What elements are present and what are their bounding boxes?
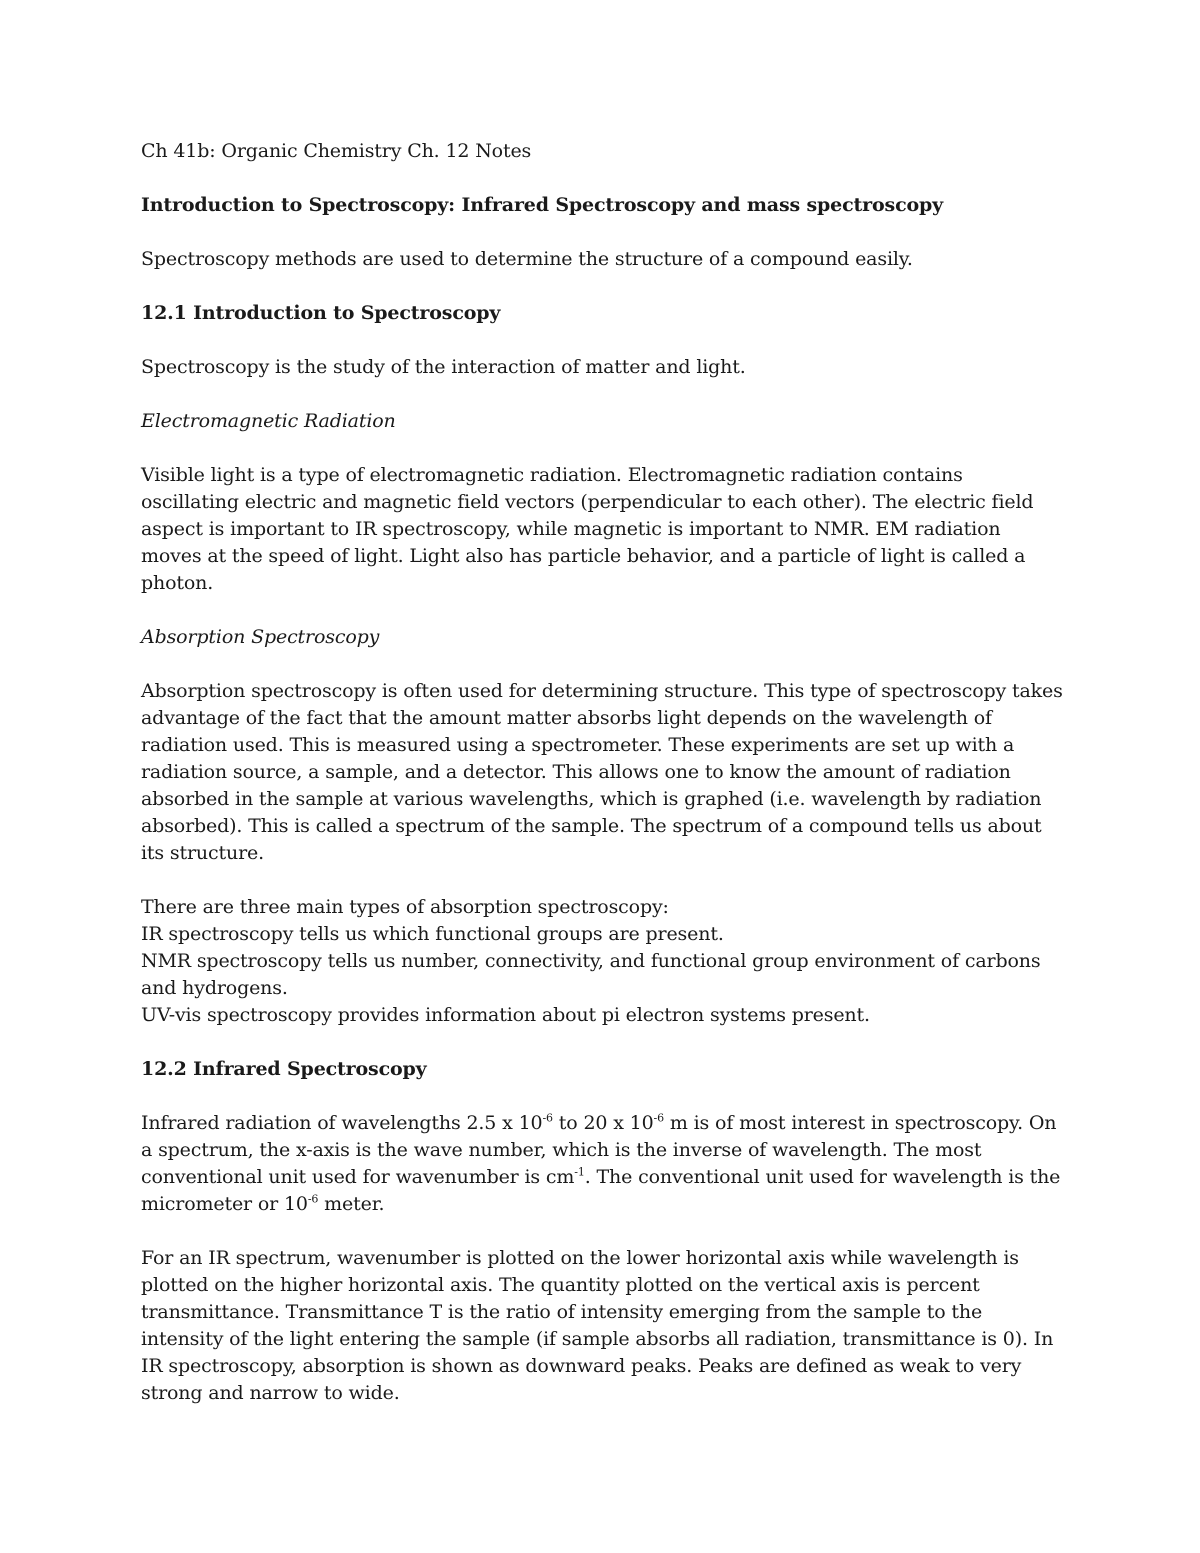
- text-run: to 20 x 10: [552, 1112, 654, 1134]
- absorption-spectroscopy-heading: Absorption Spectroscopy: [141, 626, 380, 648]
- text-run: Infrared radiation of wavelengths 2.5 x 10: [141, 1112, 543, 1134]
- infrared-wavelength-paragraph: [141, 1110, 1066, 1218]
- section-heading-12-1: 12.1 Introduction to Spectroscopy: [141, 302, 501, 324]
- text-run: meter.: [318, 1193, 385, 1215]
- text-run: m is of most interest in spectroscopy. On a spectrum, the x-axis is the wave number, which is the inverse of wavelength. The most conventional unit used for wavenumber is cm: [141, 1112, 1057, 1188]
- spectroscopy-types-intro: There are three main types of absorption spectroscopy:: [141, 896, 669, 918]
- spectroscopy-type-nmr: NMR spectroscopy tells us number, connectivity, and functional group environment of carbons and hydrogens.: [141, 950, 1041, 999]
- document-title: Ch 41b: Organic Chemistry Ch. 12 Notes: [141, 140, 532, 162]
- em-radiation-heading: Electromagnetic Radiation: [141, 410, 396, 432]
- spectroscopy-definition: Spectroscopy is the study of the interaction of matter and light.: [141, 356, 746, 378]
- spectroscopy-type-uv-vis: UV-vis spectroscopy provides information about pi electron systems present.: [141, 1004, 870, 1026]
- superscript: -6: [653, 1111, 664, 1125]
- text-run: . The conventional unit used for wavelength is the micrometer or 10: [141, 1166, 1061, 1215]
- ir-spectrum-paragraph: For an IR spectrum, wavenumber is plotted on the lower horizontal axis while wavelength is plotted on the higher horizontal axis. The quantity plotted on the vertical axis is percent transmittance. Transmittance T is the ratio of intensity emerging from the sample to the intensity of the light entering the sample (if sample absorbs all radiation, transmittance is 0). In IR spectroscopy, absorption is shown as downward peaks. Peaks are defined as weak to very strong and narrow to wide.: [141, 1247, 1054, 1404]
- em-radiation-paragraph: Visible light is a type of electromagnetic radiation. Electromagnetic radiation contains oscillating electric and magnetic field vectors (perpendicular to each other). The electric field aspect is important to IR spectroscopy, while magnetic is important to NMR. EM radiation moves at the speed of light. Light also has particle behavior, and a particle of light is called a photon.: [141, 464, 1034, 594]
- superscript: -1: [574, 1165, 585, 1179]
- superscript: -6: [307, 1192, 319, 1206]
- spectroscopy-type-ir: IR spectroscopy tells us which functional groups are present.: [141, 923, 724, 945]
- document-subtitle: Introduction to Spectroscopy: Infrared Spectroscopy and mass spectroscopy: [141, 194, 944, 216]
- superscript: -6: [542, 1111, 553, 1125]
- absorption-spectroscopy-paragraph: Absorption spectroscopy is often used for determining structure. This type of spectroscopy takes advantage of the fact that the amount matter absorbs light depends on the wavelength of radiation used. This is measured using a spectrometer. These experiments are set up with a radiation source, a sample, and a detector. This allows one to know the amount of radiation absorbed in the sample at various wavelengths, which is graphed (i.e. wavelength by radiation absorbed). This is called a spectrum of the sample. The spectrum of a compound tells us about its structure.: [141, 680, 1063, 864]
- section-heading-12-2: 12.2 Infrared Spectroscopy: [141, 1058, 427, 1080]
- intro-paragraph: Spectroscopy methods are used to determine the structure of a compound easily.: [141, 248, 913, 270]
- document-page: [141, 138, 1066, 1407]
